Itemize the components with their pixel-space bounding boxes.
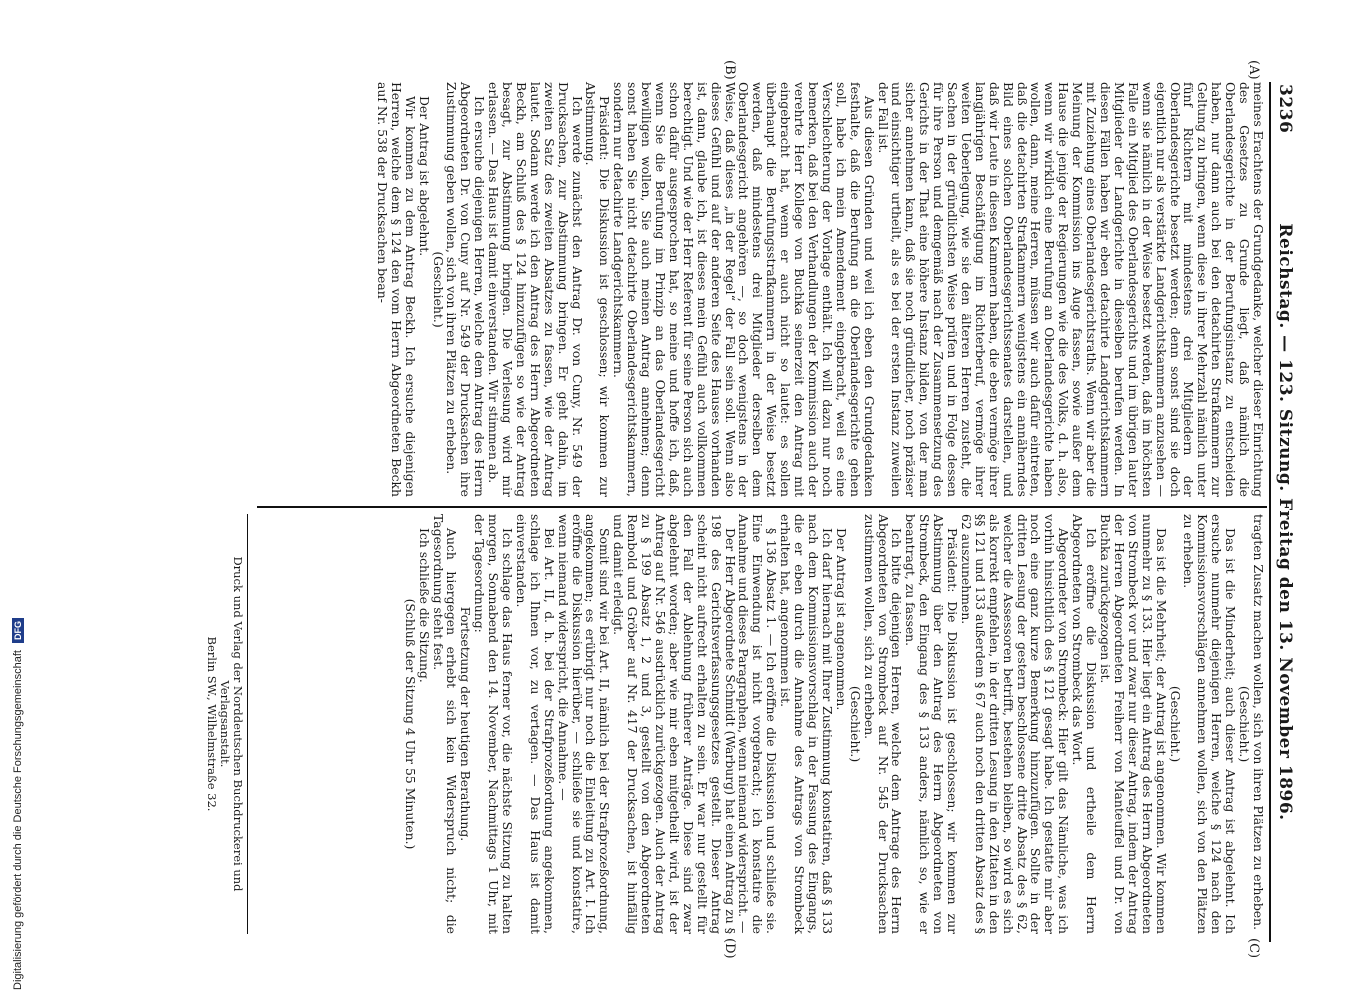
left-column: [375, 82, 1265, 497]
paragraph: Ich darf hiernach mit Ihrer Zustimmung konstatiren, daß § 133 nach dem Kommissionsvorschlag in der Fassung des Eingangs, die er eben durch die Annahme des Antrags von Strombeck erhalten hat, angenommen ist.: [778, 514, 835, 934]
margin-mark-b: (B): [722, 60, 737, 80]
paragraph: Ich ersuche diejenigen Herren, welche dem Antrag des Herrn Abgeordneten Dr. von Cuny auf Nr. 549 der Drucksachen ihre Zustimmung geben wollen, sich von ihren Plätzen zu erheben.: [444, 82, 488, 497]
newspaper-page: [77, 60, 1297, 959]
president-paragraph: Präsident: Die Diskussion ist geschlossen; wir kommen zur Abstimmung über den Antrag des Herrn Abgeordneten von Strombeck, den Eingang des § 133 anders, nämlich so, wie er beantragt, zu fassen.: [903, 514, 961, 934]
paragraph: Bei Art. II, d. h. bei der Strafprozeßordnung angekommen, schlage ich Ihnen vor, zu vertagen. — Das Haus ist damit einverstanden.: [513, 514, 557, 934]
paragraph: tragten Zusatz machen wollen, sich von ihren Plätzen zu erheben.: [1251, 514, 1266, 931]
stage-direction: (Geschieht.): [1237, 685, 1253, 763]
agenda-item: Fortsetzung der heutigen Berathung.: [458, 606, 474, 842]
address-line: Berlin SW., Wilhelmstraße 32.: [205, 636, 219, 812]
margin-mark-d: (D): [722, 938, 737, 959]
paragraph: Ich werde zunächst den Antrag Dr. von Cuny, Nr. 549 der Drucksachen, zur Abstimmung bringen. Er geht dahin, im zweiten Satz des zweiten Absatzes zu fassen, wie der Antrag lautet. Sodann werde ich den Antrag des Herrn Abgeordneten Beckh, am Schluß des § 124 hinzuzufügen so wie der Antrag besagt, zur Abstimmung bringen. Die Verlesung wird mir erlassen. — Das Haus ist damit einverstanden. Wir stimmen ab.: [486, 82, 585, 497]
paragraph: Der Antrag ist angenommen.: [833, 528, 849, 711]
digitization-text: Digitalisierung gefördert durch die Deutsche Forschungsgemeinschaft: [12, 650, 24, 990]
margin-mark-c: (C): [1246, 938, 1261, 959]
president-paragraph: Präsident: Die Diskussion ist geschlossen; wir kommen zur Abstimmung.: [583, 82, 613, 497]
paragraph: meines Erachtens der Grundgedanke, welcher dieser Einrichtung des Gesetzes zu Grunde liegt, daß nämlich die Oberlandesgerichte in der Berufungsinstanz zu entscheiden haben, nur dann auch bei den detachirten Strafkammern zur Geltung zu bringen, wenn diese in ihrer Mehrzahl nämlich unter fünf Richtern mit mindestens drei Mitgliedern der Oberlandesgerichte besetzt werden; denn sonst sind sie doch eigentlich nur als verstärkte Landgerichtskammern anzusehen — wenn sie nämlich in der Weise besetzt werden, daß im höchsten Falle ein Mitglied des Oberlandesgerichts und im übrigen lauter Mitglieder der Landgerichte in dieselben berufen werden. In diesen Fällen haben wir eben detachirte Landgerichtskammern mit Zuziehung eines Oberlandesgerichtsraths. Wenn wir aber die Meinung der Kommission ins Auge fassen, sowie außer dem Hause die jenige der Regierungen wie die des Volks, d. h. also, wenn wir wirklich eine Berufung an Oberlandesgerichte haben wollen, dann, meine Herren, müssen wir auch dafür eintreten, daß die detachirten Strafkammern wenigstens ein annäherndes Bild eines solchen Oberlandesgerichtssenates darstellen, und daß wir Leute in diesen Kammern haben, die eben vermöge ihrer langjährigen Beschäftigung im Richterberuf, vermöge ihrer weiten Ueberlegung, wie sie den älteren Herren zusteht, die Sachen in der gründlichsten Weise prüfen und in Folge dessen für ihre Person und demgemäß nach der Zusammensetzung des Gerichts in der That eine höhere Instanz bilden, von der man sicher annehmen kann, daß sie noch gründlicher, noch präziser und einsichtiger urtheilt, als es bei der ersten Instanz zuweilen der Fall ist.: [875, 82, 1266, 497]
stage-direction: (Geschieht.): [847, 685, 863, 763]
dfg-logo-icon: DFG: [12, 618, 24, 643]
column-divider: [257, 506, 1267, 508]
digitization-note: [12, 618, 24, 990]
imprint: [205, 514, 252, 934]
paragraph: Das ist die Mehrheit; der Antrag ist angenommen. Wir kommen nunmehr zu § 133. Hier liegt ein Antrag des Herrn Abgeordneten von Strombeck vor und zwar nur dieser Antrag, indem der Antrag der Herren Abgeordneten Freiherr von Manteuffel und Dr. von Buchka zurückgezogen ist.: [1098, 514, 1169, 934]
paragraph: Ich schließe die Sitzung.: [416, 528, 432, 683]
stage-direction: (Geschieht.): [1167, 685, 1183, 763]
speaker-paragraph: Abgeordneter von Strombeck: Hier gilt das Nämliche, was ich vorhin hinsichtlich des § 121 gesagt habe. Ich gestatte mir aber noch eine ganz kurze Bemerkung hinzuzufügen. Sollte in der dritten Lesung der gestern beschlossene dritte Absatz des § 62, welcher die Assessoren betrifft, bestehen bleiben, so wird es sich als korrekt empfehlen, in der dritten Lesung in den Zitaten in den §§ 121 und 133 außerdem § 67 auch noch den dritten Absatz des § 62 auszunehmen.: [958, 514, 1072, 934]
paragraph: Wir kommen zu dem Antrag Beckh. Ich ersuche diejenigen Herren, welche dem § 124 den vom Herrn Abgeordneten Beckh auf Nr. 538 der Drucksachen bean-: [374, 82, 418, 497]
paragraph: Aus diesen Gründen und weil ich eben den Grundgedanken festhalte, daß die Berufung an die Oberlandesgerichte gehen soll, habe ich mein Amendement eingebracht, weil es eine Verschlechterung der Vorlage enthält. Ich will dazu nur noch bemerken, daß bei den Verhandlungen der Kommission auch der verehrte Herr Kollege von Buchka seinerzeit den Antrag mit eingebracht hat, wenn er auch nicht so lautet: es sollen überhaupt die Berufungsstrafkammern in der Weise besetzt werden, daß mindestens drei Mitglieder derselben dem Oberlandesgericht angehören —, so doch wenigstens in der Weise, daß dieses „in der Regel“ der Fall sein soll. Wenn also dieses Gefühl und auf der anderen Seite des Hauses vorhanden ist, dann, glaube ich, ist dieses mein Gefühl auch vollkommen berechtigt. Und wie der Herr Referent für seine Person sich auch schon dafür ausgesprochen hat, so meine und hoffe ich, daß, wenn Sie die Berufung im Prinzip an das Oberlandesgericht bewilligen wollen, Sie auch meinen Antrag annehmen; denn sonst haben Sie nicht detachirte Oberlandesgerichtskammern, sondern nur detachirte Landgerichtskammern.: [611, 82, 877, 497]
page-number: 3236: [1275, 84, 1295, 134]
margin-mark-a: (A): [1246, 60, 1261, 80]
paragraph: Ich bitte diejenigen Herren, welche dem Antrage des Herrn Abgeordneten von Strombeck auf Nr. 545 der Drucksachen zustimmen wollen, sich zu erheben.: [861, 514, 905, 934]
paragraph: Der Antrag ist abgelehnt.: [416, 96, 432, 257]
paragraph: Ich schlage das Haus ferner vor, die nächste Sitzung zu halten morgen, Sonnabend den 14. November, Nachmittags 1 Uhr, mit der Tagesordnung:: [472, 514, 516, 934]
page-title: Reichstag. — 123. Sitzung. Freitag den 13. November 1896.: [1275, 223, 1295, 821]
stage-direction: (Geschieht.): [430, 251, 446, 328]
paragraph: Das ist die Minderheit; auch dieser Antrag ist abgelehnt. Ich ersuche nunmehr diejenigen Herren, welche § 124 nach den Kommissionsvorschlägen annehmen wollen, sich von den Plätzen zu erheben.: [1181, 514, 1239, 934]
paragraph: § 136 Absatz 1. — Ich eröffne die Diskussion und schließe sie. Eine Einwendung ist nicht vorgebracht; ich konstatire die Annahme und dieses Paragraphen, wenn niemand widerspricht. —: [736, 514, 780, 934]
paragraph: Auch hiergegen erhebt sich kein Widerspruch nicht; die Tagesordnung steht fest.: [430, 514, 460, 934]
footer-rule: [247, 514, 248, 934]
page-header: [1269, 82, 1297, 942]
printer-line: Druck und Verlag der Norddeutschen Buchdruckerei und Verlagsanstalt.: [218, 556, 245, 892]
right-column: [403, 514, 1265, 934]
closing-note: (Schluß der Sitzung 4 Uhr 55 Minuten.): [402, 598, 418, 850]
paragraph: Ich eröffne die Diskussion und ertheile dem Herrn Abgeordneten von Strombeck das Wort.: [1070, 514, 1100, 934]
paragraph: Somit sind wir bei Art. II, nämlich bei der Strafprozeßordnung, angekommen; es erübrigt nur noch die Einleitung zu Art. I. Ich eröffne die Diskussion hierüber, — schließe sie und konstatire, wenn niemand widerspricht, die Annahme. —: [555, 514, 613, 934]
paragraph: Der Herr Abgeordnete Schmidt (Warburg) hat einen Antrag zu § 198 des Gerichtsverfassungsgesetzes gestellt. Dieser Antrag scheint nicht aufrecht erhalten zu sein. Er war nur gestellt für den Fall der Ablehnung früherer Anträge. Diese sind zwar abgelehnt worden; aber wie mir eben mitgetheilt wird, ist der Antrag auf Nr. 546 ausdrücklich zurückgezogen. Auch der Antrag zu § 199 Absatz 1, 2 und 3, gestellt von den Abgeordneten Rembold und Gröber auf Nr. 417 der Drucksachen, ist hinfällig und damit erledigt.: [611, 514, 738, 934]
